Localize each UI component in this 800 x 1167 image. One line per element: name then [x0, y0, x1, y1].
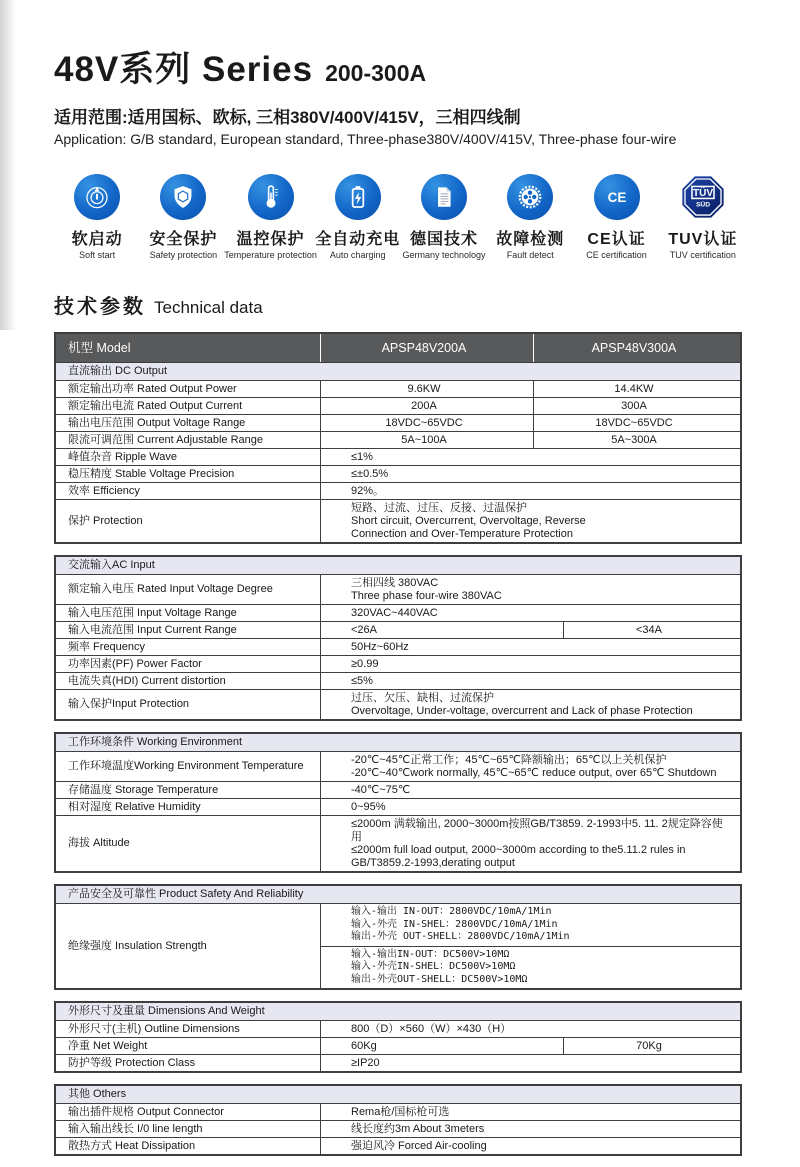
- technical-data-heading: [54, 290, 746, 319]
- spec-value: [320, 1121, 740, 1137]
- spec-value-line: 320VAC~440VAC: [351, 606, 438, 619]
- spec-value: [320, 500, 740, 542]
- spec-table: [54, 732, 742, 873]
- spec-value-model2: 300A: [533, 398, 740, 414]
- section-label: 直流输出 DC Output: [68, 365, 168, 377]
- spec-table: [54, 884, 742, 990]
- spec-row: [56, 431, 740, 448]
- spec-row: [56, 414, 740, 431]
- spec-value-line: Overvoltage, Under-voltage, overcurrent and Lack of phase Protection: [351, 704, 693, 717]
- thermometer-icon-shape: [248, 174, 294, 220]
- feature-label-cn: 故障检测: [496, 231, 565, 248]
- spec-value-line: -40℃~75℃: [351, 783, 411, 796]
- spec-value-block: [321, 946, 740, 989]
- spec-row: [56, 903, 740, 988]
- spec-table: [54, 1084, 742, 1156]
- spec-row: [56, 397, 740, 414]
- section-label: 外形尺寸及重量 Dimensions And Weight: [68, 1005, 265, 1017]
- spec-value-model2: 70Kg: [563, 1038, 740, 1054]
- soft-start-power-icon-shape: [74, 174, 120, 220]
- spec-value: [320, 752, 740, 781]
- svg-text:CE: CE: [607, 189, 626, 205]
- spec-value-line: ≤±0.5%: [351, 467, 389, 480]
- shield-icon: [160, 174, 206, 220]
- spec-value: [320, 656, 740, 672]
- spec-value-line: ≤2000m 满载输出, 2000~3000m按照GB/T3859. 2-1993中5. 11. 2规定降容使用: [351, 817, 723, 843]
- spec-table: [54, 332, 742, 544]
- page-content: [54, 42, 746, 1167]
- feature-label-en: TUV certification: [669, 250, 736, 260]
- spec-value-model1: 60Kg: [320, 1038, 563, 1054]
- spec-label: 存储温度 Storage Temperature: [68, 783, 219, 796]
- spec-value-line: 三相四线 380VAC: [351, 576, 439, 589]
- section-row: [56, 886, 740, 903]
- svg-text:TÜV: TÜV: [692, 188, 713, 200]
- shield-icon-shape: [160, 174, 206, 220]
- spec-label: 频率 Frequency: [68, 640, 146, 653]
- spec-row: [56, 638, 740, 655]
- spec-row: [56, 1120, 740, 1137]
- spec-row: [56, 621, 740, 638]
- spec-value-model2: 18VDC~65VDC: [533, 415, 740, 431]
- feature-item: [140, 174, 226, 260]
- spec-label: 功率因素(PF) Power Factor: [68, 657, 202, 670]
- spec-label: 峰值杂音 Ripple Wave: [68, 450, 178, 463]
- feature-item: [315, 174, 401, 260]
- tuv-badge-icon-shape: [680, 174, 726, 220]
- spec-label: 额定输入电压 Rated Input Voltage Degree: [68, 583, 273, 595]
- spec-value-model1: <26A: [320, 622, 563, 638]
- spec-row: [56, 482, 740, 499]
- spec-label: 保护 Protection: [68, 514, 143, 527]
- application-subtitle-cn: 适用范围:适用国标、欧标, 三相380V/400V/415V，三相四线制: [54, 108, 521, 127]
- spec-value: [320, 799, 740, 815]
- feature-label-cn: TUV认证: [668, 231, 738, 248]
- spec-value: [320, 575, 740, 604]
- spec-label: 输入保护Input Protection: [68, 698, 190, 710]
- spec-value-line: ≥IP20: [351, 1056, 380, 1069]
- spec-value: [320, 1138, 740, 1154]
- spec-value-model1: 9.6KW: [320, 381, 533, 397]
- spec-value: [320, 673, 740, 689]
- spec-value-model2: <34A: [563, 622, 740, 638]
- spec-label: 工作环境温度Working Environment Temperature: [68, 760, 304, 772]
- spec-row: [56, 655, 740, 672]
- spec-value: [320, 1104, 740, 1120]
- spec-row: [56, 1137, 740, 1154]
- spec-value-line: 输出-外壳OUT-SHELL：DC500V>10MΩ: [351, 973, 528, 985]
- document-icon: [421, 174, 467, 220]
- section-label: 交流输入AC Input: [68, 559, 155, 571]
- section-label: 产品安全及可靠性 Product Safety And Reliability: [68, 888, 304, 900]
- spec-row: [56, 574, 740, 604]
- feature-label-cn: 温控保护: [236, 231, 305, 248]
- spec-value-line: 输入-外壳IN-SHEL：DC500V>10MΩ: [351, 961, 516, 972]
- feature-item: [573, 174, 659, 260]
- feature-label-cn: 全自动充电: [315, 231, 401, 248]
- spec-value-line: ≤5%: [351, 674, 373, 687]
- spec-value-line: Short circuit, Overcurrent, Overvoltage, Reverse: [351, 514, 586, 527]
- section-row: [56, 362, 740, 380]
- gear-icon: [507, 174, 553, 220]
- spec-row: [56, 465, 740, 482]
- thermometer-icon: [248, 174, 294, 220]
- spec-value: [320, 1055, 740, 1071]
- spec-value: [320, 782, 740, 798]
- spec-value-stack: [320, 904, 740, 988]
- left-edge-shade: [0, 0, 16, 330]
- gear-icon-shape: [507, 174, 553, 220]
- feature-label-en: Temperature protection: [224, 250, 317, 260]
- soft-start-power-icon: [74, 174, 120, 220]
- spec-row: [56, 448, 740, 465]
- spec-value-line: -20℃~45℃正常工作；45℃~65℃降额输出；65℃以上关机保护: [351, 753, 667, 766]
- spec-row: [56, 1054, 740, 1071]
- ce-mark-icon: [594, 174, 640, 220]
- section-label: 其他 Others: [68, 1088, 127, 1100]
- spec-table: [54, 1001, 742, 1073]
- spec-row: [56, 672, 740, 689]
- spec-value-line: -20℃~40℃work normally, 45℃~65℃ reduce output, over 65℃ Shutdown: [351, 766, 717, 779]
- spec-value-line: 50Hz~60Hz: [351, 640, 409, 653]
- spec-label: 输出电压范围 Output Voltage Range: [68, 416, 246, 429]
- model-column-1: APSP48V200A: [320, 334, 533, 362]
- spec-label: 限流可调范围 Current Adjustable Range: [68, 433, 264, 446]
- spec-label: 相对湿度 Relative Humidity: [68, 800, 201, 813]
- spec-value-line: 0~95%: [351, 800, 386, 813]
- spec-row: [56, 815, 740, 871]
- spec-value: [320, 1021, 740, 1037]
- spec-value-line: ≤2000m full load output, 2000~3000m according to the5.11.2 rules in GB/T3859.2-1993,derating output: [351, 843, 686, 869]
- spec-row: [56, 1103, 740, 1120]
- spec-value-model1: 18VDC~65VDC: [320, 415, 533, 431]
- document-icon-shape: [421, 174, 467, 220]
- spec-value: [320, 690, 740, 719]
- section-row: [56, 1086, 740, 1103]
- spec-value-model2: 5A~300A: [533, 432, 740, 448]
- feature-item: [487, 174, 573, 260]
- section-row: [56, 1003, 740, 1020]
- spec-value-line: 强迫风冷 Forced Air-cooling: [351, 1139, 487, 1152]
- section-row: [56, 557, 740, 574]
- spec-label: 额定输出电流 Rated Output Current: [68, 399, 243, 412]
- spec-label: 输入输出线长 I/0 line length: [68, 1122, 203, 1135]
- spec-label: 稳压精度 Stable Voltage Precision: [68, 467, 235, 480]
- technical-data-heading-cn: 技术参数: [54, 296, 146, 318]
- ce-mark-icon-shape: [594, 174, 640, 220]
- spec-tables: [54, 332, 742, 1156]
- series-range: 200-300A: [325, 60, 427, 86]
- spec-value-block: [321, 904, 740, 946]
- spec-value: [320, 483, 740, 499]
- spec-value: [320, 466, 740, 482]
- spec-value-line: 线长度约3m About 3meters: [351, 1122, 485, 1135]
- feature-item: [224, 174, 317, 260]
- series-title: 48V系列 Series: [54, 50, 314, 89]
- spec-label: 散热方式 Heat Dissipation: [68, 1139, 196, 1152]
- spec-value-line: 输出-外壳 OUT-SHELL：2800VDC/10mA/1Min: [351, 931, 570, 942]
- spec-value-model1: 200A: [320, 398, 533, 414]
- spec-value-line: Rema枪/国标枪可选: [351, 1105, 450, 1118]
- spec-value-line: ≥0.99: [351, 657, 379, 670]
- spec-label: 电流失真(HDI) Current distortion: [68, 674, 226, 687]
- feature-item: [401, 174, 487, 260]
- spec-value-line: 短路、过流、过压、反接、过温保护: [351, 501, 527, 514]
- tuv-badge-icon: [680, 174, 726, 220]
- spec-value: [320, 449, 740, 465]
- feature-label-en: Auto charging: [329, 250, 386, 260]
- feature-label-en: Germany technology: [402, 250, 486, 260]
- spec-label: 防护等级 Protection Class: [68, 1056, 196, 1069]
- spec-value-line: Connection and Over-Temperature Protection: [351, 527, 573, 540]
- spec-row: [56, 380, 740, 397]
- model-row-label: 机型 Model: [68, 340, 131, 355]
- spec-row: [56, 1020, 740, 1037]
- spec-value-line: Three phase four-wire 380VAC: [351, 589, 502, 602]
- feature-label-cn: 德国技术: [409, 231, 478, 248]
- spec-label: 输入电流范围 Input Current Range: [68, 623, 237, 636]
- spec-row: [56, 689, 740, 719]
- spec-value-model1: 5A~100A: [320, 432, 533, 448]
- spec-row: [56, 604, 740, 621]
- spec-value-line: 800（D）×560（W）×430（H）: [351, 1022, 512, 1035]
- spec-value: [320, 605, 740, 621]
- spec-row: [56, 1037, 740, 1054]
- spec-row: [56, 499, 740, 542]
- spec-label: 外形尺寸(主机) Outline Dimensions: [68, 1022, 240, 1035]
- feature-badges-row: [54, 174, 746, 260]
- section-label: 工作环境条件 Working Environment: [68, 736, 243, 748]
- spec-value-line: 输入-外壳 IN-SHEL：2800VDC/10mA/1Min: [351, 918, 558, 930]
- technical-data-heading-en: Technical data: [154, 298, 263, 317]
- spec-label: 绝缘强度 Insulation Strength: [68, 939, 207, 952]
- feature-label-en: CE certification: [586, 250, 647, 260]
- spec-value-model2: 14.4KW: [533, 381, 740, 397]
- spec-value-line: 输入-输出 IN-OUT：2800VDC/10mA/1Min: [351, 906, 552, 917]
- spec-label: 净重 Net Weight: [68, 1039, 148, 1052]
- page-title: [54, 42, 746, 92]
- spec-label: 输入电压范围 Input Voltage Range: [68, 606, 237, 619]
- section-row: [56, 734, 740, 751]
- feature-label-en: Fault detect: [506, 250, 554, 260]
- spec-row: [56, 798, 740, 815]
- svg-text:SÜD: SÜD: [695, 201, 710, 209]
- feature-label-cn: 安全保护: [149, 231, 218, 248]
- feature-label-en: Soft start: [79, 250, 116, 260]
- spec-value-line: ≤1%: [351, 450, 373, 463]
- spec-table: [54, 555, 742, 721]
- model-column-2: APSP48V300A: [533, 334, 740, 362]
- feature-label-cn: 软启动: [71, 231, 123, 248]
- spec-value: [320, 816, 740, 871]
- spec-value-line: 92%。: [351, 484, 385, 497]
- spec-label: 额定输出功率 Rated Output Power: [68, 382, 237, 395]
- spec-value-line: 输入-输出IN-OUT：DC500V>10MΩ: [351, 948, 510, 960]
- spec-row: [56, 751, 740, 781]
- battery-charging-icon: [335, 174, 381, 220]
- table-header-row: [56, 334, 740, 362]
- spec-label: 效率 Efficiency: [68, 484, 140, 497]
- feature-item: [54, 174, 140, 260]
- feature-item: [660, 174, 746, 260]
- spec-value-line: 过压、欠压、缺相、过流保护: [351, 691, 494, 704]
- spec-label: 海拔 Altitude: [68, 837, 130, 849]
- battery-charging-icon-shape: [335, 174, 381, 220]
- spec-label: 输出插件规格 Output Connector: [68, 1105, 224, 1118]
- spec-value: [320, 639, 740, 655]
- feature-label-cn: CE认证: [587, 231, 646, 248]
- application-subtitle-en: Application: G/B standard, European standard, Three-phase380V/400V/415V, Three-phase four-wire: [54, 131, 677, 147]
- spec-row: [56, 781, 740, 798]
- feature-label-en: Safety protection: [149, 250, 218, 260]
